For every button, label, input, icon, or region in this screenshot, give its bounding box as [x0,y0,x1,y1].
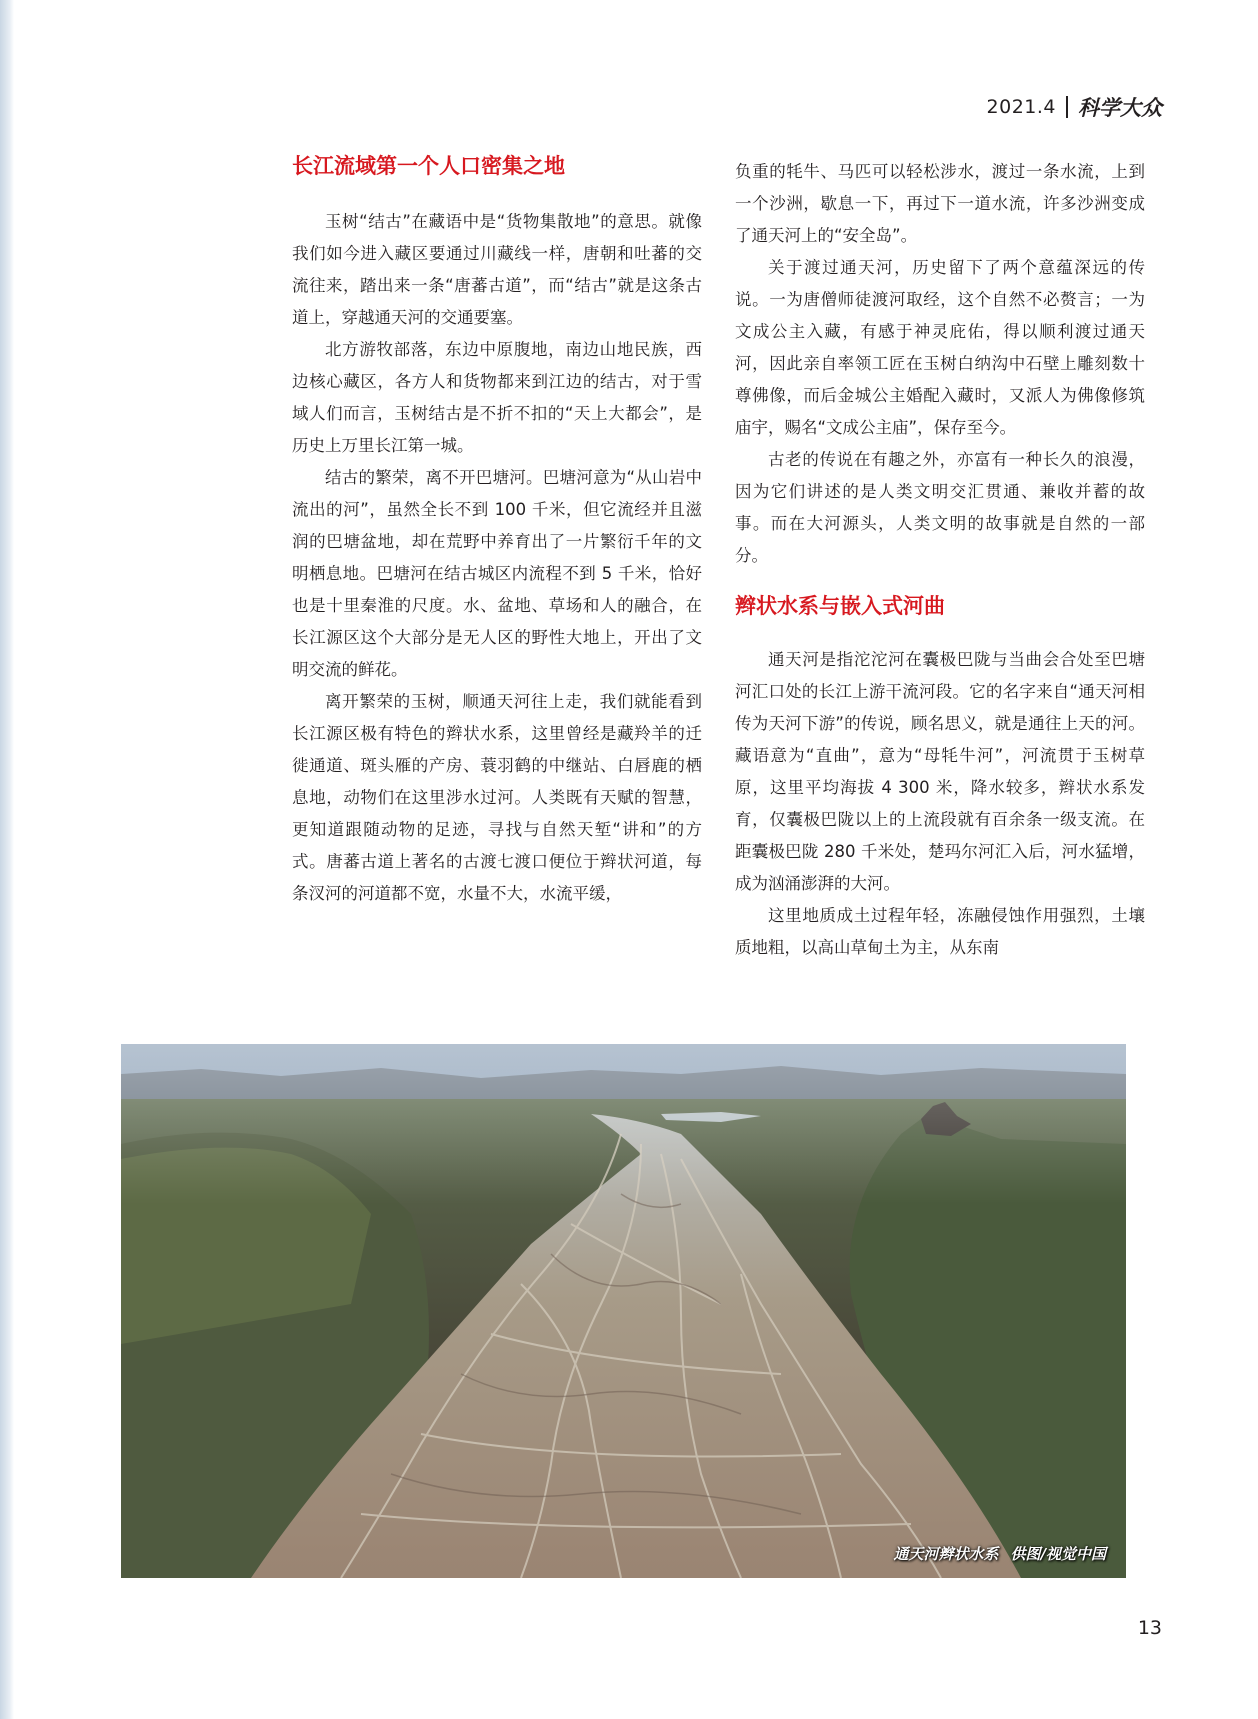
header-divider [1066,96,1068,118]
paragraph: 结古的繁荣，离不开巴塘河。巴塘河意为“从山岩中流出的河”，虽然全长不到 100 千米，但它流经并且滋润的巴塘盆地，却在荒野中养育出了一片繁衍千年的文明栖息地。巴塘河在结古城区内流程不到 5 千米，恰好也是十里秦淮的尺度。水、盆地、草场和人的融合，在长江源区这个大部分是无人区的野性大地上，开出了文明交流的鲜花。 [292,468,702,679]
magazine-logo: 科学大众 [1078,95,1162,120]
paragraph: 通天河是指沱沱河在囊极巴陇与当曲会合处至巴塘河汇口处的长江上游干流河段。它的名字来自“通天河相传为天河下游”的传说，顾名思义，就是通往上天的河。藏语意为“直曲”，意为“母牦牛河”，河流贯于玉树草原，这里平均海拔 4 300 米，降水较多，辫状水系发育，仅囊极巴陇以上的上流段就有百余条一级支流。在距囊极巴陇 280 千米处，楚玛尔河汇入后，河水猛增，成为汹涌澎湃的大河。 [735,650,1145,893]
paragraph: 这里地质成土过程年轻，冻融侵蚀作用强烈，土壤质地粗，以高山草甸土为主，从东南 [735,906,1145,957]
issue-number: 2021.4 [986,96,1056,118]
photo-caption [894,1543,1107,1564]
braided-river-photo [121,1044,1126,1578]
paragraph: 北方游牧部落，东边中原腹地，南边山地民族，西边核心藏区，各方人和货物都来到江边的结古，对于雪域人们而言，玉树结古是不折不扣的“天上大都会”，是历史上万里长江第一城。 [292,340,702,455]
paragraph: 古老的传说在有趣之外，亦富有一种长久的浪漫，因为它们讲述的是人类文明交汇贯通、兼收并蓄的故事。而在大河源头，人类文明的故事就是自然的一部分。 [735,450,1145,565]
left-column [292,150,702,910]
right-column [735,156,1145,964]
paragraph: 离开繁荣的玉树，顺通天河往上走，我们就能看到长江源区极有特色的辫状水系，这里曾经是藏羚羊的迁徙通道、斑头雁的产房、蓑羽鹤的中继站、白唇鹿的栖息地，动物们在这里涉水过河。人类既有天赋的智慧，更知道跟随动物的足迹，寻找与自然天堑“讲和”的方式。唐蕃古道上著名的古渡七渡口便位于辫状河道，每条汊河的河道都不宽，水量不大，水流平缓， [292,692,702,903]
section-title-braided-river: 辫状水系与嵌入式河曲 [735,594,945,618]
section-title-population: 长江流域第一个人口密集之地 [292,154,565,178]
paragraph: 关于渡过通天河，历史留下了两个意蕴深远的传说。一为唐僧师徒渡河取经，这个自然不必赘言；一为文成公主入藏，有感于神灵庇佑，得以顺利渡过通天河，因此亲自率领工匠在玉树白纳沟中石壁上雕刻数十尊佛像，而后金城公主婚配入藏时，又派人为佛像修筑庙宇，赐名“文成公主庙”，保存至今。 [735,258,1145,437]
page-header [987,92,1162,122]
paragraph: 玉树“结古”在藏语中是“货物集散地”的意思。就像我们如今进入藏区要通过川藏线一样，唐朝和吐蕃的交流往来，踏出来一条“唐蕃古道”，而“结古”就是这条古道上，穿越通天河的交通要塞。 [292,212,702,327]
paragraph-continuation: 负重的牦牛、马匹可以轻松涉水，渡过一条水流，上到一个沙洲，歇息一下，再过下一道水流，许多沙洲变成了通天河上的“安全岛”。 [735,162,1145,245]
photo-credit: 供图/视觉中国 [1010,1545,1106,1563]
page-edge-strip [0,0,14,1719]
page-number: 13 [1137,1617,1162,1639]
caption-text: 通天河辫状水系 [893,1545,999,1563]
aerial-landscape-illustration [121,1044,1126,1578]
